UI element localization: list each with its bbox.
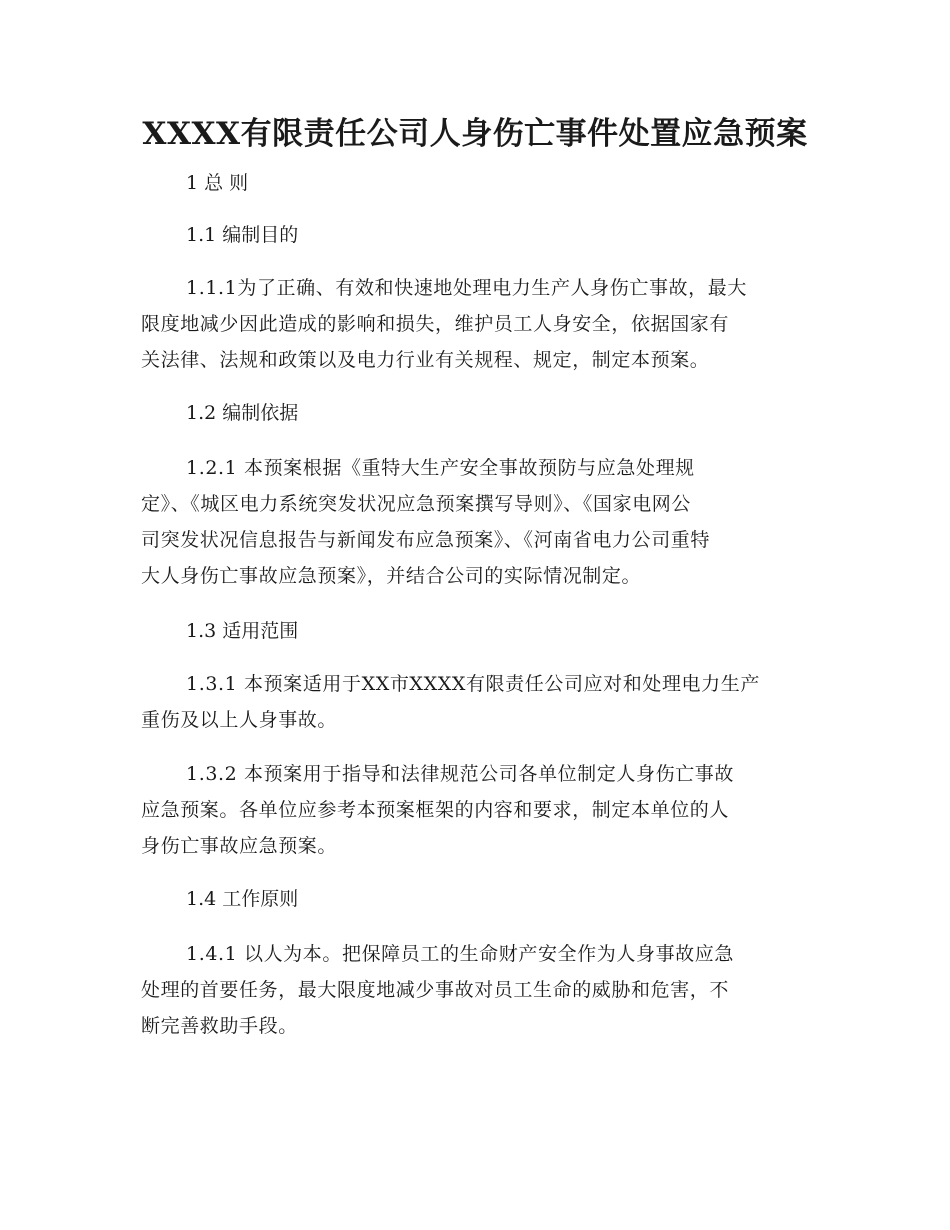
paragraph-line: 1.2.1 本预案根据《重特大生产安全事故预防与应急处理规 (186, 457, 695, 479)
paragraph-line: 大人身伤亡事故应急预案》，并结合公司的实际情况制定。 (141, 565, 642, 587)
section-heading-principles: 1.4 工作原则 (186, 888, 299, 910)
paragraph-line: 身伤亡事故应急预案。 (141, 835, 338, 857)
paragraph-line: 处理的首要任务，最大限度地减少事故对员工生命的威胁和危害，不 (141, 979, 730, 1001)
paragraph-1-3-2 (141, 756, 811, 864)
paragraph-line: 定》、《城区电力系统突发状况应急预案撰写导则》、《国家电网公 (141, 493, 692, 515)
paragraph-line: 1.3.2 本预案用于指导和法律规范公司各单位制定人身伤亡事故 (186, 763, 734, 785)
paragraph-line: 限度地减少因此造成的影响和损失，维护员工人身安全，依据国家有 (141, 313, 730, 335)
paragraph-1-1-1 (141, 270, 811, 378)
paragraph-line: 应急预案。各单位应参考本预案框架的内容和要求，制定本单位的人 (141, 799, 730, 821)
section-heading-general: 1 总 则 (186, 172, 249, 194)
paragraph-line: 关法律、法规和政策以及电力行业有关规程、规定，制定本预案。 (141, 349, 710, 371)
paragraph-1-4-1 (141, 936, 811, 1044)
paragraph-line: 司突发状况信息报告与新闻发布应急预案》、《河南省电力公司重特 (141, 529, 711, 551)
paragraph-line: 1.1.1为了正确、有效和快速地处理电力生产人身伤亡事故，最大 (186, 277, 747, 299)
document-title: XXXX有限责任公司人身伤亡事件处置应急预案 (142, 116, 808, 152)
paragraph-line: 1.4.1 以人为本。把保障员工的生命财产安全作为人身事故应急 (186, 943, 734, 965)
section-heading-basis: 1.2 编制依据 (186, 402, 299, 424)
paragraph-line: 重伤及以上人身事故。 (141, 709, 338, 731)
paragraph-1-3-1 (141, 666, 811, 738)
section-heading-scope: 1.3 适用范围 (186, 620, 299, 642)
paragraph-line: 断完善救助手段。 (141, 1015, 298, 1037)
section-heading-purpose: 1.1 编制目的 (186, 224, 299, 246)
paragraph-line: 1.3.1 本预案适用于XX市XXXX有限责任公司应对和处理电力生产 (186, 673, 760, 695)
paragraph-1-2-1 (141, 450, 811, 594)
